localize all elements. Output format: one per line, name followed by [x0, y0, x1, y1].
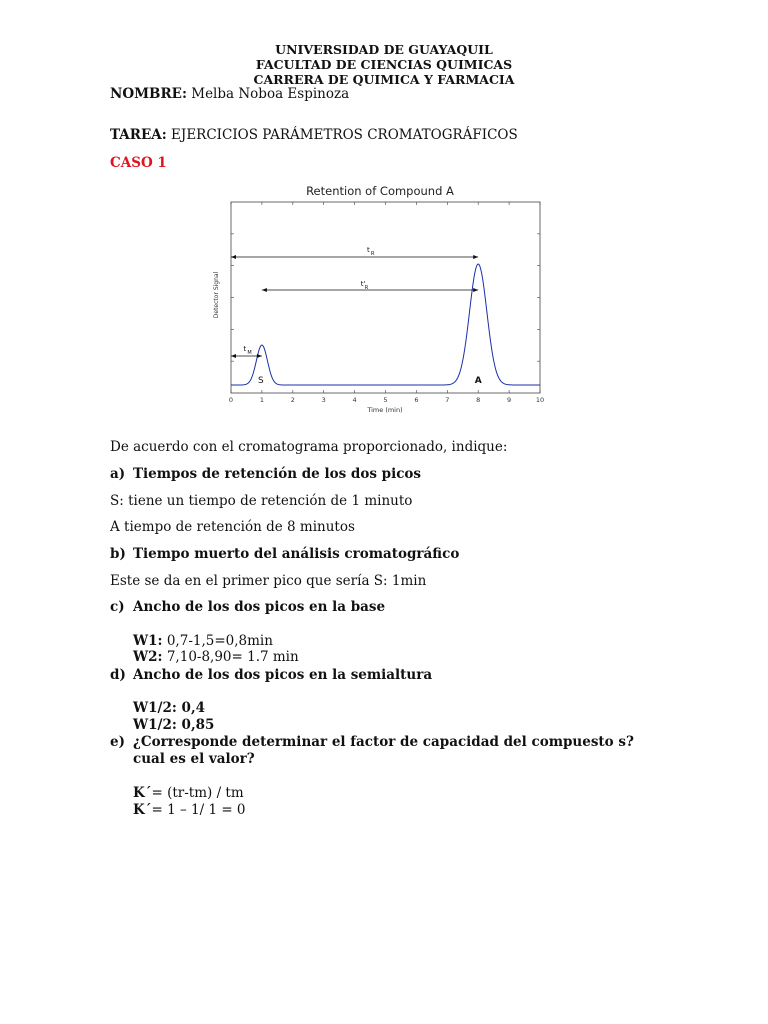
x-tick-label: 2 — [290, 396, 295, 404]
x-tick-label: 1 — [259, 396, 264, 404]
question-a-number: a) — [110, 466, 126, 482]
student-name-line — [110, 86, 349, 102]
x-tick-label: 3 — [321, 396, 326, 404]
intro-text: De acuerdo con el cromatograma proporcionado, indique: — [110, 439, 508, 455]
question-e-text-2: cual es el valor? — [133, 751, 255, 767]
chart-x-axis-label: Time (min) — [367, 406, 403, 414]
w1-label: W1: — [133, 633, 163, 649]
tr-label-sub: R — [370, 251, 375, 257]
x-tick-label: 6 — [414, 396, 419, 404]
x-tick-label: 9 — [507, 396, 512, 404]
tr-prime-label-sub: R — [364, 285, 369, 291]
tm-label: t — [243, 345, 247, 353]
question-b-number: b) — [110, 546, 126, 562]
question-e-number: e) — [110, 734, 125, 750]
question-b — [110, 546, 459, 562]
formula-1-value: = (tr-tm) / tm — [151, 785, 244, 801]
formula-2-k: K´ — [133, 802, 152, 818]
tr-prime-label: t' — [360, 280, 366, 288]
plot-frame — [231, 202, 540, 393]
tarea-value: EJERCICIOS PARÁMETROS CROMATOGRÁFICOS — [171, 127, 518, 143]
question-e — [110, 734, 634, 750]
chromatogram-chart — [205, 180, 555, 417]
question-a — [110, 466, 421, 482]
question-c-text: Ancho de los dos picos en la base — [133, 599, 386, 615]
university-name: UNIVERSIDAD DE GUAYAQUIL — [275, 42, 493, 57]
answer-d-1: W1/2: 0,4 — [133, 700, 206, 716]
formula-2 — [133, 802, 246, 818]
answer-d-2: W1/2: 0,85 — [133, 717, 215, 733]
answer-c-w2 — [133, 649, 299, 665]
tr-prime-arrow-head-left — [262, 288, 267, 292]
question-c-number: c) — [110, 599, 125, 615]
peak-label-s: S — [258, 376, 264, 386]
career-name: CARRERA DE QUIMICA Y FARMACIA — [253, 72, 515, 87]
question-a-text: Tiempos de retención de los dos picos — [133, 466, 422, 482]
formula-1 — [133, 785, 244, 801]
chart-y-axis-label: Detector Signal — [213, 271, 220, 319]
x-tick-label: 7 — [445, 396, 450, 404]
tr-prime-arrow-head-right — [473, 288, 478, 292]
x-tick-label: 5 — [383, 396, 388, 404]
nombre-label: NOMBRE: — [110, 86, 187, 102]
tr-arrow-head-right — [473, 255, 478, 259]
tm-label-sub: M — [247, 350, 252, 356]
question-b-text: Tiempo muerto del análisis cromatográfico — [133, 546, 460, 562]
case-title: CASO 1 — [110, 155, 167, 171]
chart-title: Retention of Compound A — [306, 184, 454, 198]
w1-value: 0,7-1,5=0,8min — [166, 633, 273, 649]
tarea-label: TAREA: — [110, 127, 167, 143]
question-d-number: d) — [110, 667, 126, 683]
formula-2-value: = 1 – 1/ 1 = 0 — [151, 802, 246, 818]
question-c — [110, 599, 385, 615]
x-tick-label: 10 — [535, 396, 545, 404]
signal-trace — [231, 264, 540, 385]
question-d — [110, 667, 432, 683]
question-e-text: ¿Corresponde determinar el factor de capacidad del compuesto s? — [133, 734, 634, 750]
w2-value: 7,10-8,90= 1.7 min — [166, 649, 299, 665]
tm-arrow-head-right — [257, 354, 262, 358]
tr-arrow-head-left — [231, 255, 236, 259]
task-line — [110, 127, 518, 143]
formula-1-k: K´ — [133, 785, 152, 801]
nombre-value: Melba Noboa Espinoza — [191, 86, 350, 102]
answer-b: Este se da en el primer pico que sería S: 1min — [110, 573, 427, 589]
tm-arrow-head-left — [231, 354, 236, 358]
peak-label-a: A — [474, 376, 482, 386]
answer-c-w1 — [133, 633, 273, 649]
answer-a-2: A tiempo de retención de 8 minutos — [110, 519, 355, 535]
faculty-name: FACULTAD DE CIENCIAS QUIMICAS — [255, 57, 513, 72]
question-d-text: Ancho de los dos picos en la semialtura — [133, 667, 433, 683]
x-tick-label: 0 — [228, 396, 234, 404]
x-tick-label: 4 — [352, 396, 357, 404]
answer-a-1: S: tiene un tiempo de retención de 1 minuto — [110, 493, 413, 509]
w2-label: W2: — [133, 649, 163, 665]
x-tick-label: 8 — [476, 396, 481, 404]
tr-label: t — [366, 246, 370, 254]
